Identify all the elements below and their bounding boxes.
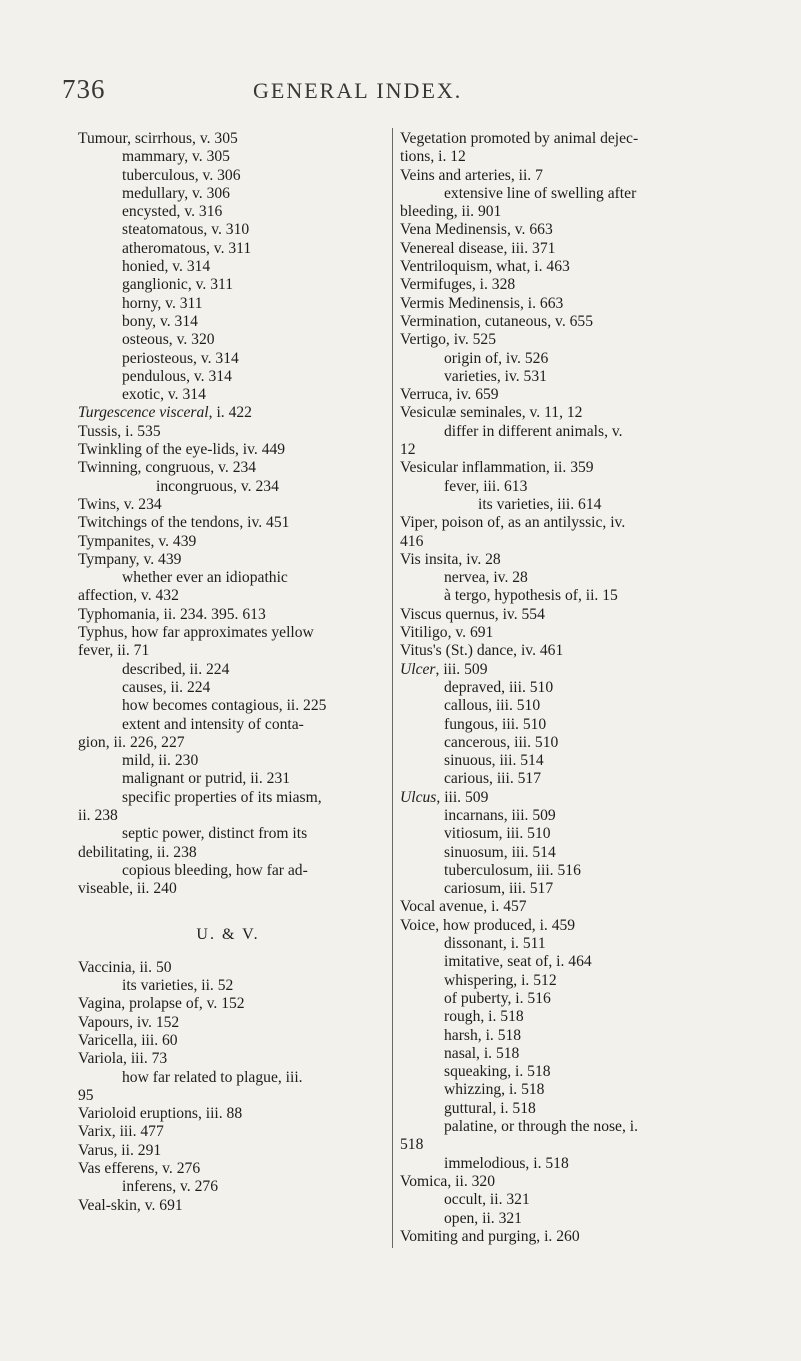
- index-entry: cancerous, iii. 510: [444, 733, 559, 751]
- index-entry: palatine, or through the nose, i.: [444, 1118, 639, 1136]
- index-entry: immelodious, i. 518: [444, 1154, 569, 1172]
- index-entry-ref: , iii. 509: [436, 788, 489, 806]
- index-entry: Tympany, v. 439: [78, 550, 182, 568]
- index-entry-term: Ulcus: [400, 788, 437, 806]
- index-entry: fever, iii. 613: [444, 477, 528, 495]
- index-entry: Voice, how produced, i. 459: [400, 916, 576, 934]
- index-entry: Vaccinia, ii. 50: [78, 958, 172, 976]
- index-entry: fungous, iii. 510: [444, 715, 547, 733]
- index-entry: Vermifuges, i. 328: [400, 276, 516, 294]
- index-entry: nervea, iv. 28: [444, 569, 528, 587]
- index-entry: septic power, distinct from its: [122, 825, 308, 843]
- index-entry: how far related to plague, iii.: [122, 1068, 303, 1086]
- index-entries-v: [78, 959, 378, 1215]
- index-entry: affection, v. 432: [78, 587, 179, 605]
- index-entry: Varus, ii. 291: [78, 1141, 162, 1159]
- index-entry: sinuosum, iii. 514: [444, 843, 556, 861]
- index-entry: Vesicular inflammation, ii. 359: [400, 459, 594, 477]
- index-entry: Varix, iii. 477: [78, 1123, 164, 1141]
- index-entry: Vagina, prolapse of, v. 152: [78, 995, 245, 1013]
- index-entry: nasal, i. 518: [444, 1044, 520, 1062]
- index-entries-t: [78, 130, 378, 898]
- index-entry: fever, ii. 71: [78, 642, 150, 660]
- index-entry: Twinning, congruous, v. 234: [78, 459, 257, 477]
- index-entry: [400, 661, 795, 679]
- index-entry: whether ever an idiopathic: [122, 569, 288, 587]
- index-entry: described, ii. 224: [122, 660, 230, 678]
- index-entry: tions, i. 12: [400, 148, 466, 166]
- index-entry: Twitchings of the tendons, iv. 451: [78, 514, 290, 532]
- index-entry: 95: [78, 1086, 94, 1104]
- index-entry: Variola, iii. 73: [78, 1050, 168, 1068]
- index-entry: extensive line of swelling after: [444, 184, 637, 202]
- index-entry: inferens, v. 276: [122, 1178, 218, 1196]
- index-entry: squeaking, i. 518: [444, 1063, 551, 1081]
- index-column-right: [400, 130, 795, 1246]
- index-entry: Vena Medinensis, v. 663: [400, 221, 553, 239]
- index-entry: Vesiculæ seminales, v. 11, 12: [400, 404, 583, 422]
- index-entry-term: Turgescence visceral: [78, 404, 209, 422]
- index-entry: Vocal avenue, i. 457: [400, 898, 527, 916]
- index-entry: whispering, i. 512: [444, 971, 557, 989]
- index-entry: 12: [400, 441, 416, 459]
- index-entry: medullary, v. 306: [122, 184, 230, 202]
- index-entry-term: Ulcer: [400, 660, 436, 678]
- index-entry: encysted, v. 316: [122, 203, 223, 221]
- index-entry: Vermination, cutaneous, v. 655: [400, 312, 594, 330]
- index-entry: differ in different animals, v.: [444, 422, 623, 440]
- index-entry: ganglionic, v. 311: [122, 276, 234, 294]
- index-entry: Tympanites, v. 439: [78, 532, 197, 550]
- index-entry: whizzing, i. 518: [444, 1081, 545, 1099]
- index-entry: Verruca, iv. 659: [400, 386, 499, 404]
- index-entry: honied, v. 314: [122, 258, 211, 276]
- index-entry: depraved, iii. 510: [444, 678, 554, 696]
- index-entry: Vegetation promoted by animal dejec-: [400, 130, 639, 147]
- index-entry: 416: [400, 532, 424, 550]
- index-entry: callous, iii. 510: [444, 697, 541, 715]
- index-entry: bony, v. 314: [122, 312, 198, 330]
- index-entry: pendulous, v. 314: [122, 367, 232, 385]
- index-entry: guttural, i. 518: [444, 1099, 536, 1117]
- index-entry-ref: , i. 422: [208, 404, 252, 422]
- index-entry: mild, ii. 230: [122, 752, 199, 770]
- index-entry: Vomica, ii. 320: [400, 1172, 496, 1190]
- index-entry: Vapours, iv. 152: [78, 1013, 180, 1031]
- index-entry: horny, v. 311: [122, 294, 203, 312]
- index-entry: mammary, v. 305: [122, 148, 230, 166]
- index-entry: Veins and arteries, ii. 7: [400, 166, 543, 184]
- index-entry: Tumour, scirrhous, v. 305: [78, 130, 238, 147]
- column-divider: [392, 128, 393, 1248]
- index-entry: osteous, v. 320: [122, 331, 215, 349]
- index-entry: viseable, ii. 240: [78, 880, 177, 898]
- index-entry: incongruous, v. 234: [156, 477, 279, 495]
- index-entry: [78, 404, 378, 422]
- index-entry: tuberculosum, iii. 516: [444, 861, 581, 879]
- index-entry: Veal-skin, v. 691: [78, 1196, 183, 1214]
- index-entry: vitiosum, iii. 510: [444, 825, 551, 843]
- index-entry: Viper, poison of, as an antilyssic, iv.: [400, 514, 626, 532]
- index-entry: Vermis Medinensis, i. 663: [400, 294, 564, 312]
- index-entry: Tussis, i. 535: [78, 422, 161, 440]
- index-entry: exotic, v. 314: [122, 386, 206, 404]
- index-entry: Vitiligo, v. 691: [400, 624, 494, 642]
- index-entry: open, ii. 321: [444, 1209, 522, 1227]
- index-entry: specific properties of its miasm,: [122, 788, 322, 806]
- index-entry: Vomiting and purging, i. 260: [400, 1227, 580, 1245]
- section-gap: [78, 898, 378, 922]
- index-entry: [400, 789, 795, 807]
- page-number: 736: [62, 74, 106, 104]
- index-entry: imitative, seat of, i. 464: [444, 953, 592, 971]
- index-entry: its varieties, ii. 52: [122, 977, 234, 995]
- index-entry: Viscus quernus, iv. 554: [400, 605, 545, 623]
- index-entry: origin of, iv. 526: [444, 349, 549, 367]
- index-entry: ii. 238: [78, 806, 118, 824]
- index-entry: Varicella, iii. 60: [78, 1031, 178, 1049]
- index-entry: Twins, v. 234: [78, 495, 162, 513]
- index-entry: occult, ii. 321: [444, 1191, 530, 1209]
- index-entry: gion, ii. 226, 227: [78, 733, 185, 751]
- index-entry: causes, ii. 224: [122, 678, 211, 696]
- index-entry: Venereal disease, iii. 371: [400, 239, 556, 257]
- index-entry: atheromatous, v. 311: [122, 239, 252, 257]
- section-heading: U. & V.: [196, 926, 260, 944]
- index-entry: debilitating, ii. 238: [78, 843, 197, 861]
- index-entry: Twinkling of the eye-lids, iv. 449: [78, 441, 286, 459]
- running-head: GENERAL INDEX.: [253, 78, 463, 103]
- index-entry: Vas efferens, v. 276: [78, 1160, 201, 1178]
- index-entry-ref: , iii. 509: [435, 660, 488, 678]
- index-entry: varieties, iv. 531: [444, 367, 547, 385]
- index-entry: periosteous, v. 314: [122, 349, 239, 367]
- index-entry: extent and intensity of conta-: [122, 715, 304, 733]
- index-entry: harsh, i. 518: [444, 1026, 522, 1044]
- index-entry: Typhomania, ii. 234. 395. 613: [78, 605, 266, 623]
- index-entry: malignant or putrid, ii. 231: [122, 770, 291, 788]
- index-entry: dissonant, i. 511: [444, 935, 546, 953]
- index-entry: Vis insita, iv. 28: [400, 550, 501, 568]
- index-entry: steatomatous, v. 310: [122, 221, 250, 239]
- index-entry: à tergo, hypothesis of, ii. 15: [444, 587, 618, 605]
- index-entry: 518: [400, 1136, 424, 1154]
- index-entry: cariosum, iii. 517: [444, 880, 554, 898]
- index-entry: copious bleeding, how far ad-: [122, 861, 308, 879]
- index-entry: its varieties, iii. 614: [478, 495, 602, 513]
- index-entry: Vertigo, iv. 525: [400, 331, 497, 349]
- index-entry: rough, i. 518: [444, 1008, 524, 1026]
- index-entry: Ventriloquism, what, i. 463: [400, 258, 570, 276]
- index-entry: Typhus, how far approximates yellow: [78, 624, 314, 642]
- index-entry: tuberculous, v. 306: [122, 166, 241, 184]
- index-entry: Varioloid eruptions, iii. 88: [78, 1105, 243, 1123]
- index-entry: Vitus's (St.) dance, iv. 461: [400, 642, 564, 660]
- page-header: [0, 74, 801, 104]
- index-entry: of puberty, i. 516: [444, 989, 551, 1007]
- index-entry: incarnans, iii. 509: [444, 806, 556, 824]
- index-entry: how becomes contagious, ii. 225: [122, 697, 327, 715]
- index-entry: carious, iii. 517: [444, 770, 542, 788]
- index-column-left: [78, 130, 378, 1215]
- index-entry: sinuous, iii. 514: [444, 752, 544, 770]
- index-entry: bleeding, ii. 901: [400, 203, 502, 221]
- index-entries-right: [400, 130, 795, 1246]
